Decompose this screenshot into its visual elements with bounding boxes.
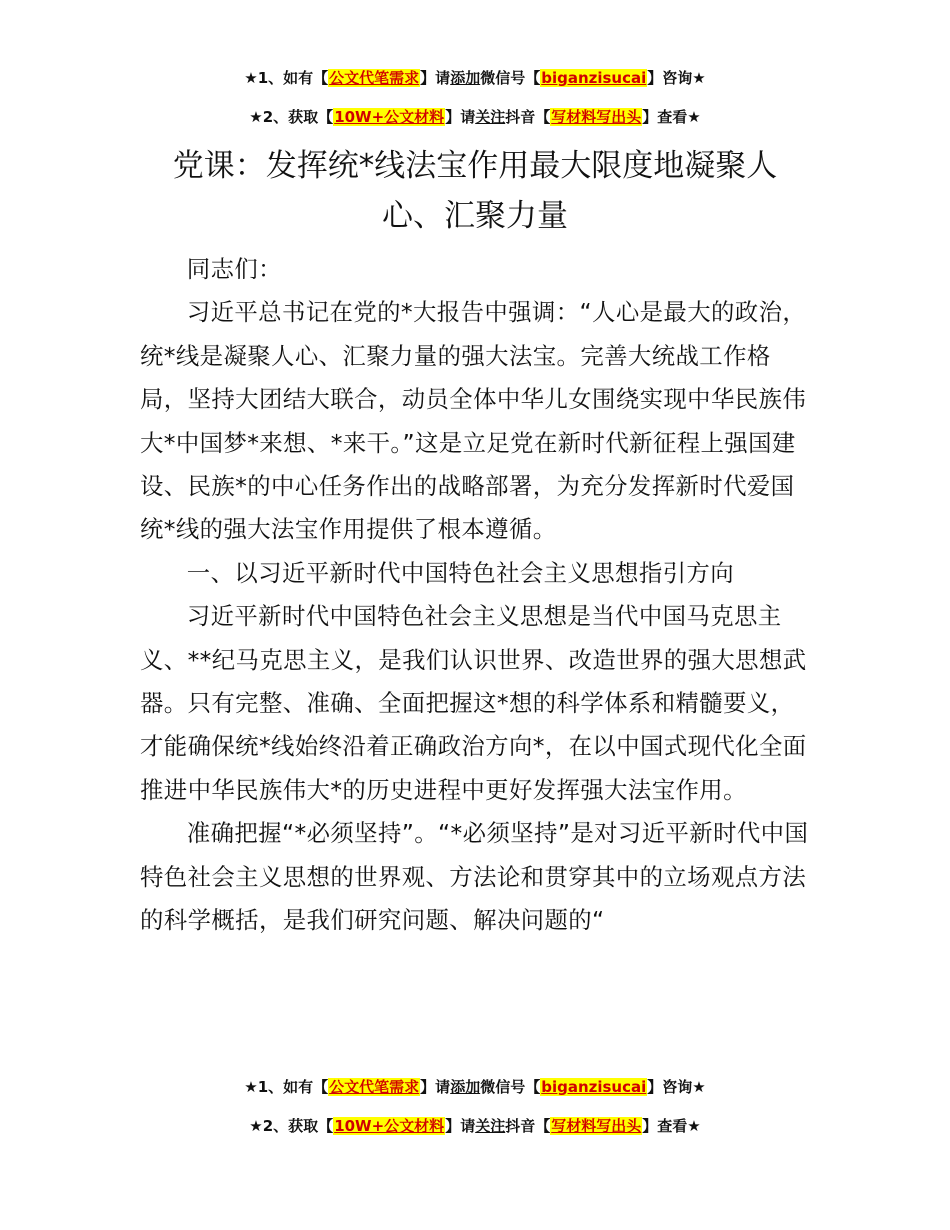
banner-text: ★2、获取【 xyxy=(249,108,334,126)
section-heading: 一、以习近平新时代中国特色社会主义思想指引方向 xyxy=(186,558,734,587)
banner-emphasis: 关注 xyxy=(475,1117,506,1135)
salutation: 同志们： xyxy=(186,255,282,283)
title-line-2: 心、汇聚力量 xyxy=(382,198,568,234)
footer-banner-line-1 xyxy=(0,1077,950,1097)
banner-text: 】查看★ xyxy=(642,1117,701,1135)
banner-highlight-materials: 10W+公文材料 xyxy=(334,1117,445,1135)
banner-highlight-wechat-id: biganzisucai xyxy=(541,1078,647,1096)
footer-banner-line-2 xyxy=(0,1116,950,1136)
banner-text: 微信号【 xyxy=(480,69,541,87)
banner-text: ★1、如有【 xyxy=(244,69,329,87)
banner-emphasis: 添加 xyxy=(450,69,481,87)
banner-text: 】请 xyxy=(420,69,451,87)
banner-text: 】请 xyxy=(445,108,476,126)
banner-highlight-service: 公文代笔需求 xyxy=(329,1078,420,1096)
banner-highlight-douyin: 写材料写出头 xyxy=(551,108,642,126)
title-line-1: 党课：发挥统*线法宝作用最大限度地凝聚人 xyxy=(172,148,778,184)
header-banner-line-1 xyxy=(0,68,950,88)
body-paragraph: 习近平总书记在党的*大报告中强调：“人心是最大的政治，统*线是凝聚人心、汇聚力量的强大法宝。完善大统战工作格局，坚持大团结大联合，动员全体中华儿女围绕实现中华民族伟大*中国梦*来想、*来干。”这是立足党在新时代新征程上强国建设、民族*的中心任务作出的战略部署，为充分发挥新时代爱国统*线的强大法宝作用提供了根本遵循。 xyxy=(140,298,807,544)
document-body xyxy=(140,248,812,943)
body-paragraph: 准确把握“*必须坚持”。“*必须坚持”是对习近平新时代中国特色社会主义思想的世界观、方法论和贯穿其中的立场观点方法的科学概括，是我们研究问题、解决问题的“ xyxy=(140,819,809,935)
banner-text: 抖音【 xyxy=(505,1117,551,1135)
header-banner-line-2 xyxy=(0,107,950,127)
banner-text: 】查看★ xyxy=(642,108,701,126)
banner-highlight-materials: 10W+公文材料 xyxy=(334,108,445,126)
banner-text: ★1、如有【 xyxy=(244,1078,329,1096)
banner-text: 抖音【 xyxy=(505,108,551,126)
banner-emphasis: 关注 xyxy=(475,108,506,126)
banner-highlight-service: 公文代笔需求 xyxy=(329,69,420,87)
banner-highlight-wechat-id: biganzisucai xyxy=(541,69,647,87)
banner-text: ★2、获取【 xyxy=(249,1117,334,1135)
banner-text: 】咨询★ xyxy=(647,1078,706,1096)
document-title xyxy=(140,141,810,241)
banner-emphasis: 添加 xyxy=(450,1078,481,1096)
banner-highlight-douyin: 写材料写出头 xyxy=(551,1117,642,1135)
banner-text: 】咨询★ xyxy=(647,69,706,87)
body-paragraph: 习近平新时代中国特色社会主义思想是当代中国马克思主义、**纪马克思主义，是我们认识世界、改造世界的强大思想武器。只有完整、准确、全面把握这*想的科学体系和精髓要义，才能确保统*线始终沿着正确政治方向*，在以中国式现代化全面推进中华民族伟大*的历史进程中更好发挥强大法宝作用。 xyxy=(140,602,807,804)
banner-text: 】请 xyxy=(445,1117,476,1135)
banner-text: 】请 xyxy=(420,1078,451,1096)
banner-text: 微信号【 xyxy=(480,1078,541,1096)
